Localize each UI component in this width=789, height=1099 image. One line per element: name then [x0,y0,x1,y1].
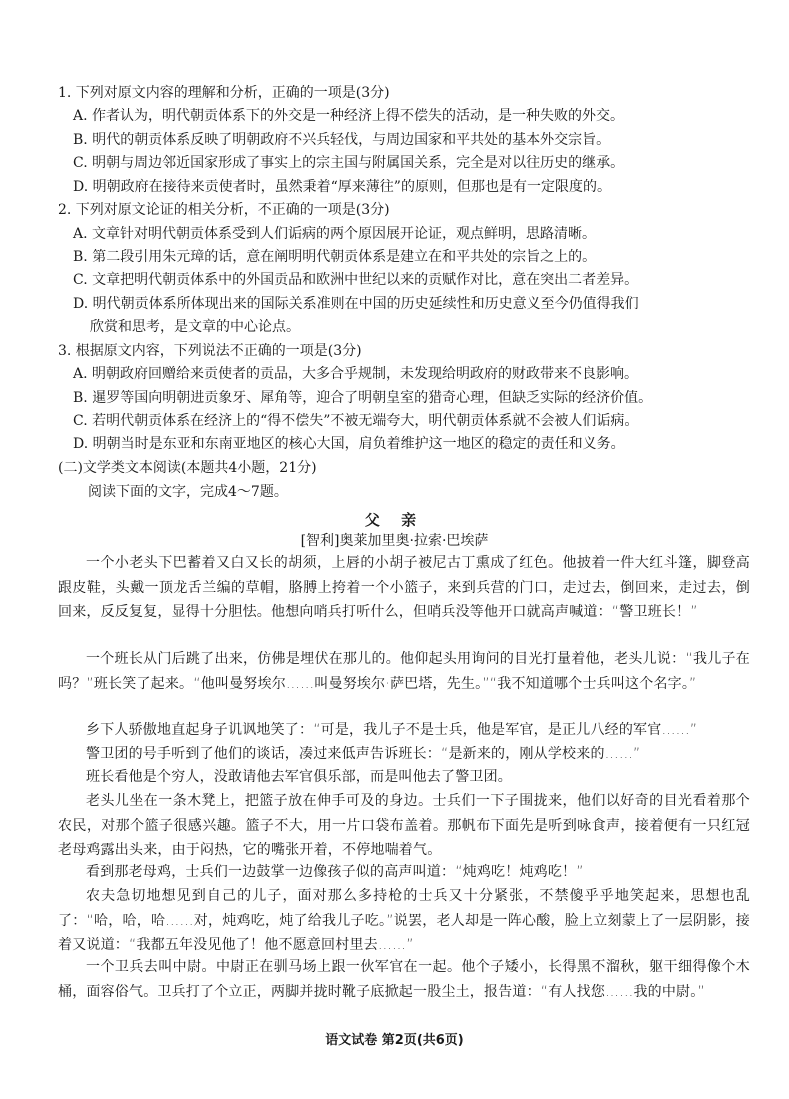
story-paragraph: 乡下人骄傲地直起身子讥讽地笑了：“可是，我儿子不是士兵，他是军官，是正儿八经的军官……” [86,722,698,738]
question-3-stem: 3. 根据原文内容，下列说法不正确的一项是(3分) [58,343,362,359]
story-paragraph: 班长看他是个穷人，没敢请他去军官俱乐部，而是叫他去了警卫团。 [86,769,512,785]
reading-instruction: 阅读下面的文字，完成4～7题。 [88,484,288,500]
question-3-option-b: B. 暹罗等国向明朝进贡象牙、犀角等，迎合了明朝皇室的猎奇心理，但缺乏实际的经济价值。 [73,390,653,406]
story-author: [智利]奥莱加里奥·拉索·巴埃萨 [300,533,489,549]
question-2-option-d-continuation: 欣赏和思考，是文章的中心论点。 [90,319,300,335]
story-paragraph: 农夫急切地想见到自己的儿子，面对那么多持枪的士兵又十分紧张，不禁傻乎乎地笑起来，思想也乱了：“哈，哈，哈……对，炖鸡吃，炖了给我儿子吃。”说罢，老人却是一阵心酸，脸上立刻蒙上了一层阴影，接着又说道：“我都五年没见他了！他不愿意回村里去……” [58,888,750,953]
question-1-option-a: A. 作者认为，明代朝贡体系下的外交是一种经济上得不偿失的活动，是一种失败的外交。 [73,108,625,124]
story-paragraph: 一个班长从门后跳了出来，仿佛是埋伏在那儿的。他仰起头用询问的目光打量着他，老头儿说：“我儿子在吗？”班长笑了起来。“他叫曼努埃尔……叫曼努埃尔·萨巴塔，先生。”“我不知道哪个士兵叫这个名字。” [58,651,750,692]
question-3-option-d: D. 明朝当时是东亚和东南亚地区的核心大国，肩负着维护这一地区的稳定的责任和义务。 [73,436,625,452]
question-2-option-a: A. 文章针对明代朝贡体系受到人们诟病的两个原因展开论证，观点鲜明，思路清晰。 [73,226,597,242]
section-heading: (二)文学类文本阅读(本题共4小题，21分) [58,460,317,476]
story-paragraph: 一个卫兵去叫中尉。中尉正在驯马场上跟一伙军官在一起。他个子矮小，长得黑不溜秋，躯干细得像个木桶，面容俗气。卫兵打了个立正，两脚并拢时靴子底掀起一股尘土，报告道：“有人找您……我的中尉。” [58,959,750,1000]
question-2-option-d: D. 明代朝贡体系所体现出来的国际关系准则在中国的历史延续性和历史意义至今仍值得我们 [73,296,639,312]
question-1-option-b: B. 明代的朝贡体系反映了明朝政府不兴兵轻伐，与周边国家和平共处的基本外交宗旨。 [73,132,611,148]
question-3-option-a: A. 明朝政府回赠给来贡使者的贡品，大多合乎规制，未发现给明政府的财政带来不良影响。 [73,366,639,382]
question-2-option-c: C. 文章把明代朝贡体系中的外国贡品和欧洲中世纪以来的贡赋作对比，意在突出二者差异。 [73,272,639,288]
story-paragraph: 老头儿坐在一条木凳上，把篮子放在伸手可及的身边。士兵们一下子围拢来，他们以好奇的目光看着那个农民，对那个篮子很感兴趣。篮子不大，用一片口袋布盖着。那帆布下面先是听到咏食声，接着便有一只红冠老母鸡露出头来，由于闷热，它的嘴张开着，不停地喘着气。 [58,793,750,858]
story-paragraph: 一个小老头下巴蓄着又白又长的胡须，上唇的小胡子被尼古丁熏成了红色。他披着一件大红斗篷，脚登高跟皮鞋，头戴一顶龙舌兰编的草帽，胳膊上挎着一个小篮子，来到兵营的门口，走过去，倒回来，走过去，倒回来，反反复复，显得十分胆怯。他想向哨兵打听什么，但哨兵没等他开口就高声喊道：“警卫班长！” [58,555,750,620]
question-3-option-c: C. 若明代朝贡体系在经济上的“得不偿失”不被无端夸大，明代朝贡体系就不会被人们诟病。 [73,413,639,429]
question-2-stem: 2. 下列对原文论证的相关分析，不正确的一项是(3分) [58,202,390,218]
story-paragraph: 看到那老母鸡，士兵们一边鼓掌一边像孩子似的高声叫道：“炖鸡吃！炖鸡吃！” [86,864,584,880]
question-1-option-d: D. 明朝政府在接待来贡使者时，虽然秉着“厚来薄往”的原则，但那也是有一定限度的。 [73,179,611,195]
question-1-option-c: C. 明朝与周边邻近国家形成了事实上的宗主国与附属国关系，完全是对以往历史的继承。 [73,155,625,171]
story-title: 父 亲 [364,511,425,529]
question-2-option-b: B. 第二段引用朱元璋的话，意在阐明明代朝贡体系是建立在和平共处的宗旨之上的。 [73,249,597,265]
question-1-stem: 1. 下列对原文内容的理解和分析，正确的一项是(3分) [58,85,390,101]
page-footer: 语文试卷 第2页(共6页) [325,1033,464,1048]
story-paragraph: 警卫团的号手听到了他们的谈话，凑过来低声告诉班长：“是新来的，刚从学校来的……” [86,746,641,762]
